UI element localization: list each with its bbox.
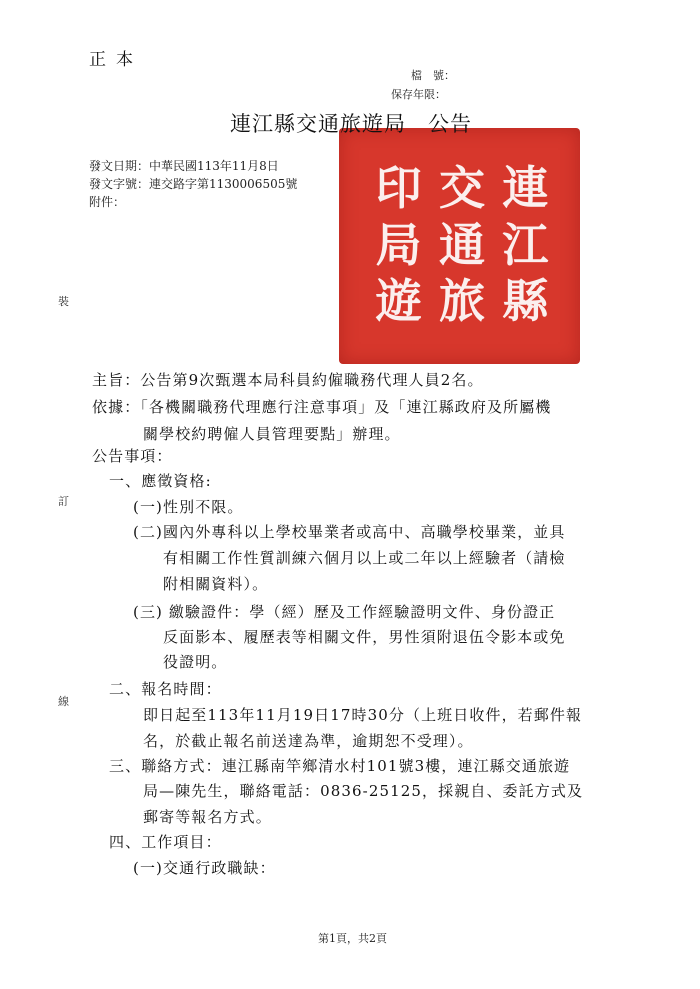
binding-mark: 訂 [58, 495, 69, 508]
copy-label: 正本 [89, 50, 143, 70]
item-line: (二)國內外專科以上學校畢業者或高中、高職學校畢業，並具 [133, 523, 566, 541]
seal-char: 江 [502, 217, 549, 272]
issue-date: 發文日期：中華民國113年11月8日 [89, 159, 279, 173]
basis-line: 依據：「各機關職務代理應行注意事項」及「連江縣政府及所屬機 [92, 398, 552, 416]
attachment-label: 附件： [89, 195, 126, 209]
basis-line-cont: 關學校約聘僱人員管理要點」辦理。 [143, 425, 401, 443]
item-line: (一)性別不限。 [133, 498, 244, 516]
section-body: 名，於截止報名前送達為準，逾期恕不受理）。 [143, 732, 474, 750]
section-heading: 一、應徵資格: [109, 472, 212, 490]
seal-char: 縣 [502, 274, 549, 329]
retention-label: 保存年限： [391, 88, 446, 101]
official-seal [339, 128, 580, 364]
file-number-label: 檔 號： [411, 69, 455, 82]
item-line: (一)交通行政職缺： [133, 859, 276, 877]
seal-char: 局 [375, 217, 422, 272]
item-line-cont: 役證明。 [163, 653, 228, 671]
section-body: 局—陳先生，聯絡電話：0836-25125，採親自、委託方式及 [143, 782, 584, 800]
section-body: 郵寄等報名方式。 [143, 808, 272, 826]
section-heading: 三、聯絡方式：連江縣南竿鄉清水村101號3樓，連江縣交通旅遊 [109, 757, 571, 775]
seal-char: 旅 [438, 274, 485, 329]
item-line-cont: 反面影本、履歷表等相關文件，男性須附退伍令影本或免 [163, 628, 566, 646]
section-heading: 四、工作項目： [109, 833, 222, 851]
item-line: (三) 繳驗證件：學（經）歷及工作經驗證明文件、身份證正 [133, 603, 556, 621]
announcement-heading: 公告事項： [92, 447, 173, 465]
document-title: 連江縣交通旅遊局 公告 [230, 112, 472, 136]
seal-char: 交 [438, 161, 485, 215]
seal-char: 印 [375, 161, 422, 215]
issue-number: 發文字號：連交路字第1130006505號 [89, 177, 298, 191]
seal-char: 連 [502, 161, 549, 215]
binding-mark: 裝 [58, 295, 69, 308]
item-line-cont: 附相關資料）。 [163, 575, 269, 593]
subject-line: 主旨：公告第9次甄選本局科員約僱職務代理人員2名。 [92, 371, 484, 389]
seal-characters [367, 160, 557, 330]
binding-mark: 線 [58, 695, 69, 708]
page-footer: 第1頁，共2頁 [318, 932, 387, 945]
item-line-cont: 有相關工作性質訓練六個月以上或二年以上經驗者（請檢 [163, 549, 566, 567]
seal-char: 遊 [375, 274, 422, 329]
seal-char: 通 [438, 217, 485, 272]
section-body: 即日起至113年11月19日17時30分（上班日收件，若郵件報 [143, 706, 583, 724]
section-heading: 二、報名時間： [109, 680, 222, 698]
